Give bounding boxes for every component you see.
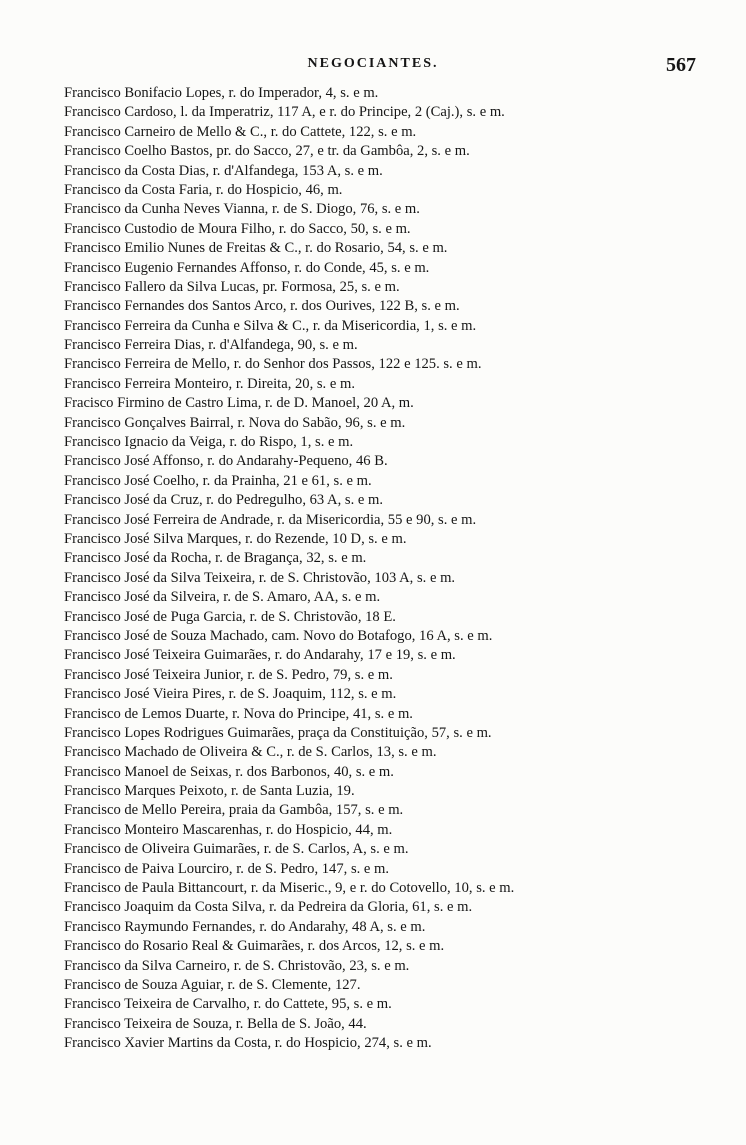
merchant-entry: Francisco Gonçalves Bairral, r. Nova do Sabão, 96, s. e m. (64, 414, 406, 431)
merchant-entry: Francisco Machado de Oliveira & C., r. de S. Carlos, 13, s. e m. (64, 744, 437, 761)
merchant-entry: Francisco José de Souza Machado, cam. Novo do Botafogo, 16 A, s. e m. (64, 627, 493, 644)
merchant-entry: Francisco Eugenio Fernandes Affonso, r. do Conde, 45, s. e m. (64, 259, 430, 276)
merchant-entry: Francisco José da Silva Teixeira, r. de S. Christovão, 103 A, s. e m. (64, 569, 456, 586)
merchant-entry: Francisco Lopes Rodrigues Guimarães, praça da Constituição, 57, s. e m. (64, 724, 492, 741)
merchant-entry: Francisco de Oliveira Guimarães, r. de S. Carlos, A, s. e m. (64, 841, 409, 858)
running-title: NEGOCIANTES. (307, 56, 439, 71)
merchant-entry: Fracisco Firmino de Castro Lima, r. de D. Manoel, 20 A, m. (64, 395, 414, 412)
merchant-entry: Francisco Coelho Bastos, pr. do Sacco, 27, e tr. da Gambôa, 2, s. e m. (64, 143, 470, 160)
merchant-entry: Francisco da Cunha Neves Vianna, r. de S. Diogo, 76, s. e m. (64, 201, 420, 218)
merchant-entry: Francisco José de Puga Garcia, r. de S. Christovão, 18 E. (64, 608, 396, 625)
merchant-entry: Francisco Teixeira de Carvalho, r. do Cattete, 95, s. e m. (64, 996, 392, 1013)
merchant-entry: Francisco José da Cruz, r. do Pedregulho, 63 A, s. e m. (64, 492, 383, 509)
merchant-entry: Francisco Xavier Martins da Costa, r. do Hospicio, 274, s. e m. (64, 1035, 432, 1052)
merchant-entry: Francisco Cardoso, l. da Imperatriz, 117 A, e r. do Principe, 2 (Caj.), s. e m. (64, 104, 505, 121)
merchant-entry: Francisco Manoel de Seixas, r. dos Barbonos, 40, s. e m. (64, 763, 394, 780)
merchant-entry: Francisco da Silva Carneiro, r. de S. Christovão, 23, s. e m. (64, 957, 410, 974)
merchant-entry: Francisco Raymundo Fernandes, r. do Andarahy, 48 A, s. e m. (64, 918, 426, 935)
merchant-entry: Francisco de Paiva Lourciro, r. de S. Pedro, 147, s. e m. (64, 860, 390, 877)
merchant-entry: Francisco Ferreira da Cunha e Silva & C., r. da Misericordia, 1, s. e m. (64, 317, 477, 334)
merchant-entry: Francisco Ferreira Dias, r. d'Alfandega, 90, s. e m. (64, 337, 358, 354)
merchant-entry: Francisco Fallero da Silva Lucas, pr. Formosa, 25, s. e m. (64, 278, 400, 295)
merchant-entry: Francisco José da Silveira, r. de S. Amaro, AA, s. e m. (64, 589, 381, 606)
merchant-entry: Francisco José Silva Marques, r. do Rezende, 10 D, s. e m. (64, 530, 407, 547)
merchant-entry: Francisco de Souza Aguiar, r. de S. Clemente, 127. (64, 976, 361, 993)
merchant-list (64, 84, 714, 1054)
merchant-entry: Francisco Bonifacio Lopes, r. do Imperador, 4, s. e m. (64, 85, 379, 101)
merchant-entry: Francisco Ignacio da Veiga, r. do Rispo, 1, s. e m. (64, 434, 354, 451)
merchant-entry: Francisco Teixeira de Souza, r. Bella de S. João, 44. (64, 1015, 367, 1032)
merchant-entry: Francisco Emilio Nunes de Freitas & C., r. do Rosario, 54, s. e m. (64, 240, 448, 257)
merchant-entry: Francisco José Vieira Pires, r. de S. Joaquim, 112, s. e m. (64, 686, 397, 703)
merchant-entry: Francisco da Costa Faria, r. do Hospicio, 46, m. (64, 181, 343, 198)
merchant-entry: Francisco José da Rocha, r. de Bragança, 32, s. e m. (64, 550, 367, 567)
page-number: 567 (666, 54, 696, 76)
merchant-entry: Francisco José Teixeira Guimarães, r. do Andarahy, 17 e 19, s. e m. (64, 647, 456, 664)
merchant-entry: Francisco Ferreira Monteiro, r. Direita, 20, s. e m. (64, 375, 355, 392)
merchant-entry: Francisco Custodio de Moura Filho, r. do Sacco, 50, s. e m. (64, 220, 411, 237)
merchant-entry: Francisco José Affonso, r. do Andarahy-Pequeno, 46 B. (64, 453, 388, 470)
merchant-entry: Francisco Carneiro de Mello & C., r. do Cattete, 122, s. e m. (64, 123, 417, 140)
merchant-entry: Francisco Marques Peixoto, r. de Santa Luzia, 19. (64, 783, 355, 800)
merchant-entry: Francisco José Ferreira de Andrade, r. da Misericordia, 55 e 90, s. e m. (64, 511, 477, 528)
merchant-entry: Francisco de Paula Bittancourt, r. da Miseric., 9, e r. do Cotovello, 10, s. e m. (64, 880, 515, 897)
merchant-entry: Francisco José Teixeira Junior, r. de S. Pedro, 79, s. e m. (64, 666, 393, 683)
merchant-entry: Francisco de Mello Pereira, praia da Gambôa, 157, s. e m. (64, 802, 404, 819)
merchant-entry: Francisco Monteiro Mascarenhas, r. do Hospicio, 44, m. (64, 821, 393, 838)
merchant-entry: Francisco Joaquim da Costa Silva, r. da Pedreira da Gloria, 61, s. e m. (64, 899, 473, 916)
merchant-entry: Francisco José Coelho, r. da Prainha, 21 e 61, s. e m. (64, 472, 372, 489)
merchant-entry: Francisco de Lemos Duarte, r. Nova do Principe, 41, s. e m. (64, 705, 413, 722)
merchant-entry: Francisco da Costa Dias, r. d'Alfandega, 153 A, s. e m. (64, 162, 383, 179)
merchant-entry: Francisco Ferreira de Mello, r. do Senhor dos Passos, 122 e 125. s. e m. (64, 356, 482, 373)
merchant-entry: Francisco do Rosario Real & Guimarães, r. dos Arcos, 12, s. e m. (64, 938, 445, 955)
merchant-entry: Francisco Fernandes dos Santos Arco, r. dos Ourives, 122 B, s. e m. (64, 298, 460, 315)
